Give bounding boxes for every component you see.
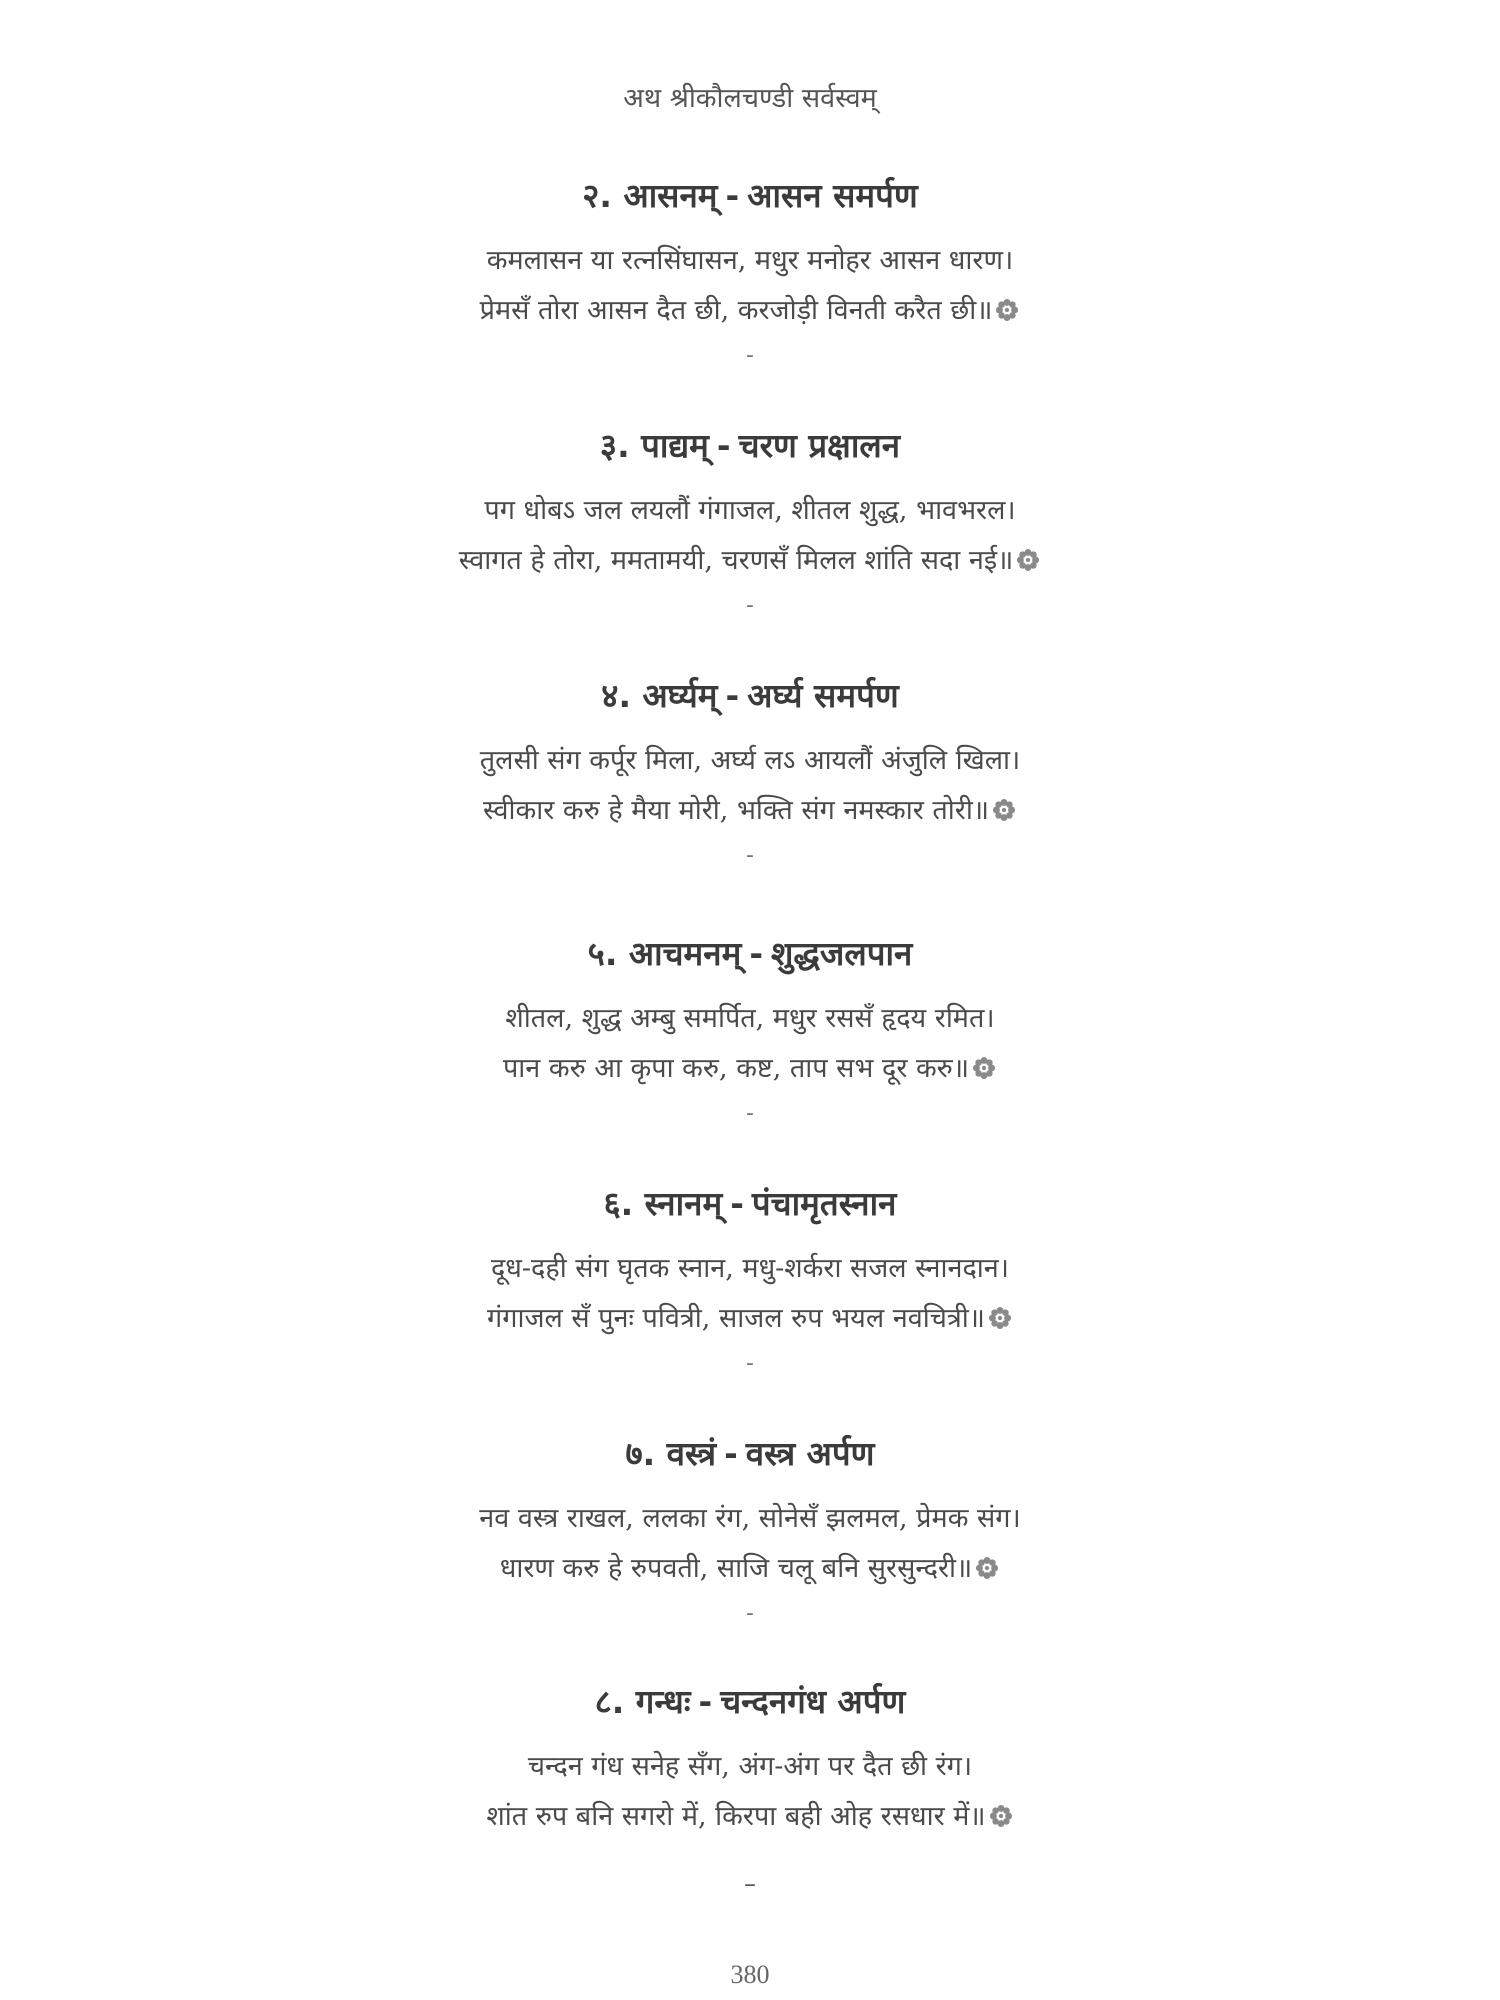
heading-separator: - [716, 426, 731, 465]
verse-line-text: चन्दन गंध सनेह सँग, अंग-अंग पर दैत छी रंग। [527, 1751, 973, 1782]
verse-line [0, 486, 1500, 536]
section-heading [0, 1180, 1500, 1228]
section-divider-dash: - [746, 343, 754, 368]
section-asanam [0, 172, 1500, 376]
verse-line [0, 1294, 1500, 1344]
verse-line-text: गंगाजल सँ पुनः पवित्री, साजल रुप भयल नवचित्री॥ [487, 1303, 985, 1334]
verse-line [0, 1792, 1500, 1842]
heading-separator: - [730, 1184, 744, 1223]
verse-line-text: नव वस्त्र राखल, ललका रंग, सोनेसँ झलमल, प्रेमक संग। [479, 1503, 1021, 1534]
section-number-title: ८. गन्धः [594, 1682, 691, 1721]
flower-ornament-icon [971, 1055, 997, 1081]
flower-ornament-icon [1015, 547, 1041, 573]
section-snanam [0, 1180, 1500, 1384]
section-subtitle: चन्दनगंध अर्पण [720, 1682, 906, 1721]
section-number-title: ७. वस्त्रं [625, 1434, 717, 1473]
verse-line [0, 1544, 1500, 1594]
section-divider-dash: - [746, 1101, 754, 1126]
verse-line-text: धारण करु हे रुपवती, साजि चलू बनि सुरसुन्दरी॥ [499, 1553, 973, 1584]
verse-line-text: पग धोबऽ जल लयलौं गंगाजल, शीतल शुद्ध, भावभरल। [484, 495, 1016, 526]
section-gandhah [0, 1678, 1500, 1842]
heading-separator: - [698, 1682, 713, 1721]
verse-line-text: शीतल, शुद्ध अम्बु समर्पित, मधुर रससँ हृदय रमित। [505, 1003, 995, 1034]
section-number-title: ४. अर्घ्यम् [601, 676, 718, 715]
verse-line-text: दूध-दही संग घृतक स्नान, मधु-शर्करा सजल स्नानदान। [490, 1253, 1010, 1284]
heading-separator: - [725, 676, 740, 715]
verse-line [0, 1742, 1500, 1792]
section-divider-dash: - [746, 1601, 754, 1626]
section-achamanam [0, 930, 1500, 1134]
section-subtitle: पंचामृतस्नान [751, 1184, 897, 1223]
section-divider-dash: - [746, 1351, 754, 1376]
verse-line-text: शांत रुप बनि सगरो में, किरपा बही ओह रसधार में॥ [486, 1801, 986, 1832]
section-divider-dash: - [746, 593, 754, 618]
verse-line-text: तुलसी संग कर्पूर मिला, अर्घ्य लऽ आयलौं अंजुलि खिला। [479, 745, 1021, 776]
section-heading [0, 172, 1500, 220]
verse-line-text: प्रेमसँ तोरा आसन दैत छी, करजोड़ी विनती करैत छी॥ [479, 295, 993, 326]
verse-line-text: स्वागत हे तोरा, ममतामयी, चरणसँ मिलल शांति सदा नई॥ [458, 545, 1014, 576]
section-number-title: २. आसनम् [582, 176, 718, 215]
section-arghyam [0, 672, 1500, 876]
verse-line [0, 286, 1500, 336]
section-vastram [0, 1430, 1500, 1634]
verse-line [0, 1494, 1500, 1544]
heading-separator: - [725, 176, 740, 215]
flower-ornament-icon [991, 797, 1017, 823]
page-number: 380 [730, 1960, 770, 1989]
section-subtitle: अर्घ्य समर्पण [747, 676, 899, 715]
verse-line-text: पान करु आ कृपा करु, कष्ट, ताप सभ दूर करु॥ [502, 1053, 970, 1084]
flower-ornament-icon [987, 1305, 1013, 1331]
section-padyam [0, 422, 1500, 626]
section-number-title: ५. आचमनम् [587, 934, 742, 973]
section-heading [0, 422, 1500, 470]
verse-line [0, 994, 1500, 1044]
heading-separator: - [749, 934, 764, 973]
verse-line [0, 736, 1500, 786]
section-subtitle: वस्त्र अर्पण [745, 1434, 875, 1473]
verse-line [0, 1044, 1500, 1094]
verse-line [0, 536, 1500, 586]
running-head: अथ श्रीकौलचण्डी सर्वस्वम् [623, 83, 877, 114]
section-heading [0, 672, 1500, 720]
flower-ornament-icon [994, 297, 1020, 323]
flower-ornament-icon [988, 1803, 1014, 1829]
verse-line [0, 786, 1500, 836]
verse-line-text: कमलासन या रत्नसिंघासन, मधुर मनोहर आसन धारण। [486, 245, 1014, 276]
flower-ornament-icon [974, 1555, 1000, 1581]
section-heading [0, 1430, 1500, 1478]
section-number-title: ६. स्नानम् [603, 1184, 723, 1223]
end-dash: – [744, 1870, 756, 1898]
section-heading [0, 1678, 1500, 1726]
section-subtitle: आसन समर्पण [747, 176, 918, 215]
section-number-title: ३. पाद्यम् [599, 426, 709, 465]
section-heading [0, 930, 1500, 978]
verse-line-text: स्वीकार करु हे मैया मोरी, भक्ति संग नमस्कार तोरी॥ [482, 795, 989, 826]
heading-separator: - [724, 1434, 738, 1473]
section-divider-dash: - [746, 843, 754, 868]
verse-line [0, 236, 1500, 286]
section-subtitle: चरण प्रक्षालन [738, 426, 901, 465]
section-subtitle: शुद्धजलपान [771, 934, 913, 973]
verse-line [0, 1244, 1500, 1294]
